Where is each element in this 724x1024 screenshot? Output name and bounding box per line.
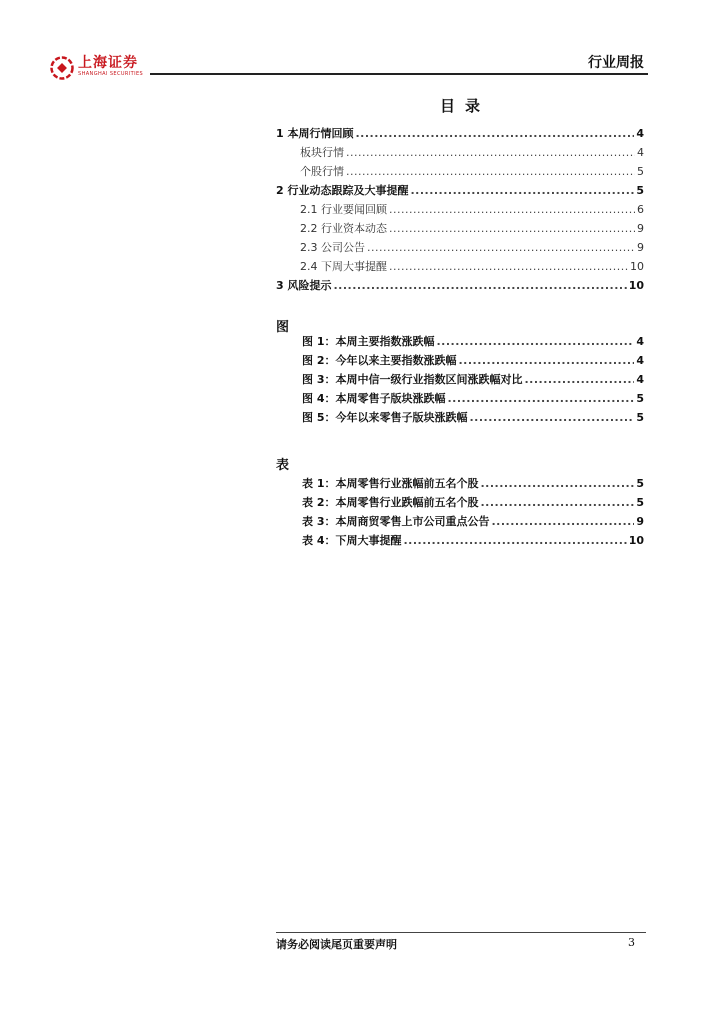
entry-page-number: 5 [637, 165, 644, 178]
entry-label: 2.4 下周大事提醒 [300, 260, 387, 273]
toc-entry[interactable] [276, 220, 644, 239]
entry-page-number: 4 [636, 354, 644, 367]
figure-entry[interactable] [276, 333, 644, 352]
company-logo [50, 56, 143, 80]
figures-heading: 图 [276, 320, 290, 335]
entry-page-number: 4 [636, 335, 644, 348]
table-entry[interactable] [276, 475, 644, 494]
toc-entry[interactable] [276, 144, 644, 163]
entry-page-number: 4 [637, 146, 644, 159]
entry-page-number: 10 [628, 279, 644, 292]
entry-label: 图 4：本周零售子版块涨跌幅 [302, 392, 446, 405]
entry-label: 图 1：本周主要指数涨跌幅 [302, 335, 435, 348]
entry-label: 图 2：今年以来主要指数涨跌幅 [302, 354, 457, 367]
dot-leader [403, 534, 626, 547]
entry-label: 2 行业动态跟踪及大事提醒 [276, 184, 409, 197]
list-of-tables [276, 475, 644, 551]
entry-label: 板块行情 [300, 146, 344, 159]
list-of-figures [276, 333, 644, 428]
dot-leader [458, 354, 634, 367]
entry-label: 2.2 行业资本动态 [300, 222, 387, 235]
footer-divider [276, 932, 646, 933]
header-divider [150, 73, 648, 75]
entry-page-number: 4 [636, 127, 644, 140]
toc-entry[interactable] [276, 258, 644, 277]
entry-page-number: 5 [636, 411, 644, 424]
figure-entry[interactable] [276, 409, 644, 428]
entry-label: 2.1 行业要闻回顾 [300, 203, 387, 216]
table-entry[interactable] [276, 513, 644, 532]
entry-label: 图 3：本周中信一级行业指数区间涨跌幅对比 [302, 373, 523, 386]
entry-label: 表 3：本周商贸零售上市公司重点公告 [302, 515, 490, 528]
dot-leader [469, 411, 634, 424]
toc-entry[interactable] [276, 201, 644, 220]
entry-page-number: 5 [636, 496, 644, 509]
dot-leader [346, 165, 635, 178]
dot-leader [410, 184, 634, 197]
entry-label: 1 本周行情回顾 [276, 127, 354, 140]
entry-label: 2.3 公司公告 [300, 241, 365, 254]
entry-page-number: 10 [630, 260, 644, 273]
footer-disclaimer: 请务必阅读尾页重要声明 [276, 938, 397, 951]
dot-leader [389, 260, 628, 273]
document-type: 行业周报 [588, 55, 644, 71]
tables-heading: 表 [276, 458, 290, 473]
entry-page-number: 10 [628, 534, 644, 547]
dot-leader [480, 496, 634, 509]
dot-leader [389, 203, 635, 216]
dot-leader [447, 392, 634, 405]
page-number: 3 [628, 936, 635, 949]
table-entry[interactable] [276, 532, 644, 551]
toc-entry[interactable] [276, 182, 644, 201]
toc-entry[interactable] [276, 239, 644, 258]
toc-entry[interactable] [276, 125, 644, 144]
dot-leader [491, 515, 634, 528]
entry-label: 表 1：本周零售行业涨幅前五名个股 [302, 477, 479, 490]
entry-page-number: 9 [636, 515, 644, 528]
toc-title: 目录 [440, 97, 491, 115]
entry-page-number: 5 [636, 392, 644, 405]
dot-leader [346, 146, 635, 159]
dot-leader [355, 127, 634, 140]
entry-page-number: 5 [636, 477, 644, 490]
table-of-contents [276, 125, 644, 296]
toc-entry[interactable] [276, 163, 644, 182]
figure-entry[interactable] [276, 352, 644, 371]
entry-page-number: 4 [636, 373, 644, 386]
dot-leader [524, 373, 634, 386]
logo-name-cn: 上海证券 [78, 55, 138, 71]
entry-page-number: 5 [636, 184, 644, 197]
dot-leader [480, 477, 634, 490]
dot-leader [436, 335, 634, 348]
dot-leader [389, 222, 635, 235]
entry-page-number: 6 [637, 203, 644, 216]
dot-leader [333, 279, 626, 292]
logo-emblem-icon [50, 56, 74, 80]
dot-leader [367, 241, 635, 254]
entry-page-number: 9 [637, 241, 644, 254]
logo-name-en: SHANGHAI SECURITIES [78, 71, 144, 77]
toc-entry[interactable] [276, 277, 644, 296]
entry-label: 个股行情 [300, 165, 344, 178]
table-entry[interactable] [276, 494, 644, 513]
figure-entry[interactable] [276, 390, 644, 409]
entry-label: 3 风险提示 [276, 279, 332, 292]
entry-page-number: 9 [637, 222, 644, 235]
figure-entry[interactable] [276, 371, 644, 390]
entry-label: 图 5：今年以来零售子版块涨跌幅 [302, 411, 468, 424]
entry-label: 表 4：下周大事提醒 [302, 534, 402, 547]
entry-label: 表 2：本周零售行业跌幅前五名个股 [302, 496, 479, 509]
